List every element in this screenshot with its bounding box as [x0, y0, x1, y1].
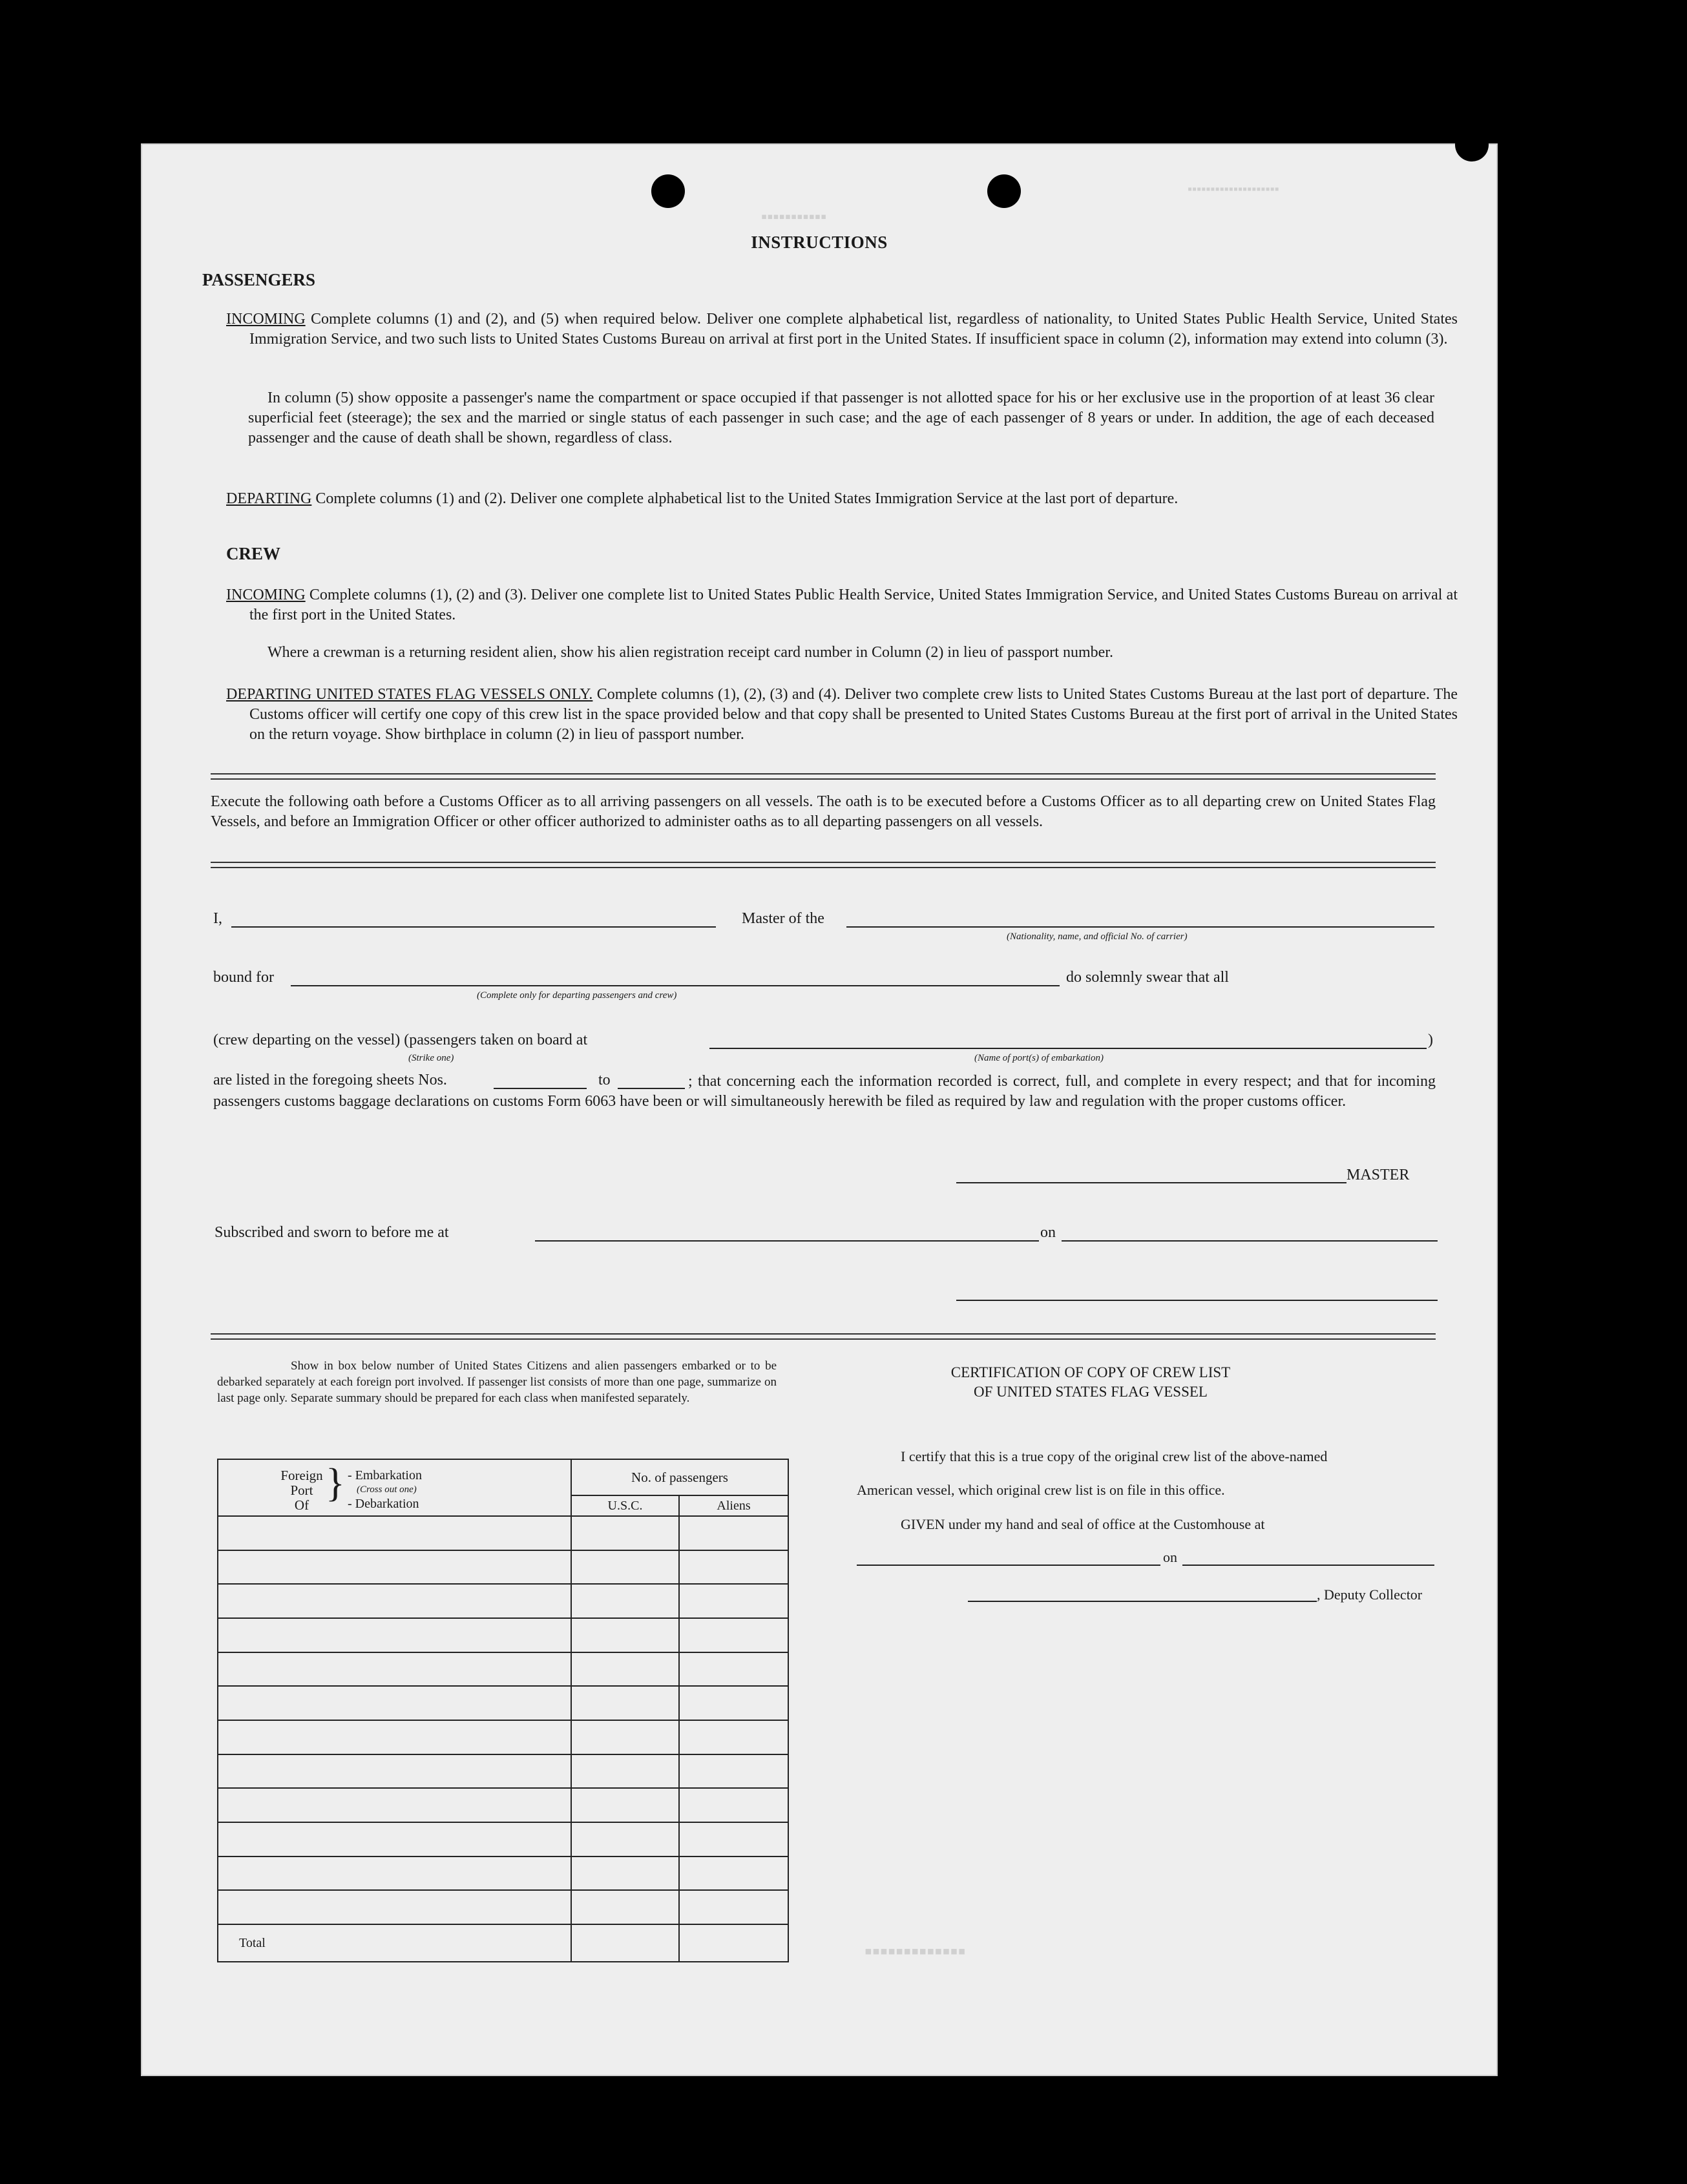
table-row: [218, 1686, 788, 1720]
usc-cell[interactable]: [571, 1584, 679, 1618]
table-row: [218, 1890, 788, 1924]
aliens-cell[interactable]: [679, 1856, 788, 1891]
cert-on-label: on: [1163, 1549, 1177, 1565]
aliens-cell[interactable]: [679, 1754, 788, 1789]
certify-text: I certify that this is a true copy of the original crew list of the above-named: [901, 1448, 1328, 1464]
total-label: Total: [218, 1924, 571, 1962]
oath-intro: Execute the following oath before a Customs Officer as to all arriving passengers on all vessels. The oath is to be executed before a Customs Officer as to all departing crew on United States Flag Vessels, and before an Immigration Officer or other officer authorized to administer oaths as to all departing passengers on all vessels.: [211, 793, 1436, 830]
port-cell[interactable]: [218, 1584, 571, 1618]
punch-hole: [987, 174, 1021, 208]
port-cell[interactable]: [218, 1550, 571, 1585]
section-divider: [211, 862, 1436, 868]
master-signature-field[interactable]: [956, 1182, 1346, 1183]
port-cell[interactable]: [218, 1686, 571, 1720]
aliens-cell[interactable]: [679, 1550, 788, 1585]
port-cell[interactable]: [218, 1822, 571, 1856]
document-page: [141, 143, 1498, 2076]
punch-hole: [1455, 128, 1489, 161]
port-note: (Name of port(s) of embarkation): [974, 1053, 1104, 1063]
cert-date-field[interactable]: [1182, 1565, 1434, 1566]
crew-departing-paragraph: [226, 685, 1458, 745]
aliens-cell[interactable]: [679, 1584, 788, 1618]
bleed-through-mark: ▪▪▪▪▪▪▪▪▪▪▪: [761, 207, 827, 226]
close-paren: ): [1428, 1032, 1433, 1048]
american-vessel-text: American vessel, which original crew list is on file in this office.: [857, 1482, 1225, 1498]
carrier-note: (Nationality, name, and official No. of carrier): [1007, 931, 1188, 942]
crew-departing-label-line: (crew departing on the vessel) (passengers taken on board at: [213, 1032, 588, 1048]
passenger-summary-table: [217, 1459, 789, 1962]
usc-cell[interactable]: [571, 1788, 679, 1822]
aliens-cell[interactable]: [679, 1788, 788, 1822]
port-cell[interactable]: [218, 1652, 571, 1687]
strike-one-note: (Strike one): [408, 1053, 454, 1063]
usc-header: U.S.C.: [571, 1495, 679, 1516]
customhouse-field[interactable]: [857, 1565, 1160, 1566]
cross-out-note: (Cross out one): [357, 1484, 417, 1495]
bound-for-note: (Complete only for departing passengers and crew): [477, 990, 677, 1001]
port-cell[interactable]: [218, 1516, 571, 1550]
no-passengers-header: No. of passengers: [571, 1459, 788, 1495]
usc-cell[interactable]: [571, 1550, 679, 1585]
total-row: [218, 1924, 788, 1962]
aliens-cell[interactable]: [679, 1618, 788, 1652]
sworn-place-field[interactable]: [535, 1240, 1039, 1242]
certification-title: [852, 1363, 1330, 1402]
bound-for-field[interactable]: [291, 985, 1060, 986]
aliens-cell[interactable]: [679, 1686, 788, 1720]
aliens-cell[interactable]: [679, 1516, 788, 1550]
crew-incoming-label: INCOMING: [226, 587, 306, 603]
embarkation-port-field[interactable]: [709, 1048, 1427, 1049]
bound-for-label: bound for: [213, 969, 274, 986]
table-row: [218, 1618, 788, 1652]
port-cell[interactable]: [218, 1890, 571, 1924]
table-row: [218, 1584, 788, 1618]
port-label: Port: [290, 1482, 313, 1498]
table-row: [218, 1822, 788, 1856]
crew-departing-label: DEPARTING UNITED STATES FLAG VESSELS ONLY.: [226, 686, 593, 703]
listed-label: are listed in the foregoing sheets Nos.: [213, 1072, 447, 1088]
usc-cell[interactable]: [571, 1856, 679, 1891]
usc-cell[interactable]: [571, 1890, 679, 1924]
to-label: to: [598, 1072, 611, 1088]
subscribed-label: Subscribed and sworn to before me at: [215, 1224, 449, 1241]
listed-paragraph: ; that concerning each the information recorded is correct, full, and complete in every respect; and that for incoming passengers customs baggage declarations on customs Form 6063 have been or will simultaneously herewith be filed as required by law and regulation with the proper customs officer.: [213, 1073, 1436, 1110]
usc-cell[interactable]: [571, 1754, 679, 1789]
deputy-signature-field[interactable]: [968, 1601, 1317, 1602]
deputy-collector-label: , Deputy Collector: [1317, 1586, 1423, 1603]
table-row: [218, 1788, 788, 1822]
given-text: GIVEN under my hand and seal of office at the Customhouse at: [901, 1516, 1265, 1532]
punch-hole: [651, 174, 685, 208]
table-row: [218, 1856, 788, 1891]
passengers-incoming-paragraph: [226, 309, 1458, 349]
port-cell[interactable]: [218, 1788, 571, 1822]
table-row: [218, 1550, 788, 1585]
incoming-text: Complete columns (1) and (2), and (5) when required below. Deliver one complete alphabetical list, regardless of nationality, to United States Public Health Service, United States Immigration Service, and two such lists to United States Customs Bureau on arrival at first port in the United States. If insufficient space in column (2), information may extend into column (3).: [249, 311, 1458, 348]
departing-label: DEPARTING: [226, 490, 312, 507]
table-row: [218, 1652, 788, 1687]
crew-incoming-paragraph: [226, 585, 1458, 625]
port-cell[interactable]: [218, 1618, 571, 1652]
brace-icon: }: [326, 1461, 345, 1505]
total-usc-cell[interactable]: [571, 1924, 679, 1962]
crew-heading: CREW: [226, 544, 281, 563]
usc-cell[interactable]: [571, 1822, 679, 1856]
passengers-departing-paragraph: [226, 489, 1458, 509]
port-cell[interactable]: [218, 1720, 571, 1754]
swear-label: do solemnly swear that all: [1066, 969, 1229, 986]
certification-title-line1: CERTIFICATION OF COPY OF CREW LIST: [950, 1364, 1231, 1380]
table-row: [218, 1720, 788, 1754]
carrier-field[interactable]: [846, 926, 1434, 928]
bleed-through-mark: ▪▪▪▪▪▪▪▪▪▪▪▪▪: [864, 1939, 966, 1964]
aliens-cell[interactable]: [679, 1890, 788, 1924]
incoming-label: INCOMING: [226, 311, 306, 328]
departing-text: Complete columns (1) and (2). Deliver one complete alphabetical list to the United States Immigration Service at the last port of departure.: [315, 490, 1179, 507]
port-cell[interactable]: [218, 1856, 571, 1891]
usc-cell[interactable]: [571, 1618, 679, 1652]
section-divider: [211, 773, 1436, 780]
aliens-header: Aliens: [679, 1495, 788, 1516]
returning-alien-paragraph: Where a crewman is a returning resident alien, show his alien registration receipt card number in Column (2) in lieu of passport number.: [267, 644, 1113, 661]
total-aliens-cell[interactable]: [679, 1924, 788, 1962]
crew-departing-text: Complete columns (1), (2), (3) and (4). Deliver two complete crew lists to United States Customs Bureau at the last port of departure. The Customs officer will certify one copy of this crew list in the space provided below and that copy shall be presented to United States Customs Bureau at the first port of arrival in the United States on the return voyage. Show birthplace in column (2) in lieu of passport number.: [249, 686, 1458, 743]
summary-note: Show in box below number of United States Citizens and alien passengers embarked or to be debarked separately at each foreign port involved. If passenger list consists of more than one page, summarize on last page only. Separate summary should be prepared for each class when manifested separately.: [217, 1359, 777, 1405]
column5-paragraph: In column (5) show opposite a passenger's name the compartment or space occupied if that passenger is not allotted space for his or her exclusive use in the proportion of at least 36 clear superficial feet (steerage); the sex and the married or single status of each passenger in such case; and the age of each passenger of 8 years or under. In addition, the age of each deceased passenger and the cause of death shall be shown, regardless of class.: [248, 390, 1434, 446]
aliens-cell[interactable]: [679, 1720, 788, 1754]
aliens-cell[interactable]: [679, 1822, 788, 1856]
usc-cell[interactable]: [571, 1720, 679, 1754]
foreign-port-header: [218, 1459, 571, 1516]
table-row: [218, 1516, 788, 1550]
certification-title-line2: OF UNITED STATES FLAG VESSEL: [974, 1384, 1208, 1400]
master-label: MASTER: [1346, 1167, 1410, 1183]
instructions-title: INSTRUCTIONS: [751, 233, 888, 252]
usc-cell[interactable]: [571, 1516, 679, 1550]
sworn-on-label: on: [1040, 1224, 1056, 1241]
embarkation-label: - Embarkation: [348, 1468, 422, 1482]
officer-signature-field[interactable]: [956, 1300, 1438, 1301]
table-row: [218, 1754, 788, 1789]
passengers-heading: PASSENGERS: [202, 270, 316, 289]
usc-cell[interactable]: [571, 1686, 679, 1720]
of-label: Of: [294, 1497, 309, 1513]
master-of-label: Master of the: [742, 910, 824, 927]
sworn-date-field[interactable]: [1062, 1240, 1438, 1242]
oath-i-label: I,: [213, 910, 222, 927]
foreign-label: Foreign: [280, 1468, 323, 1483]
section-divider: [211, 1333, 1436, 1340]
debarkation-label: - Debarkation: [348, 1497, 419, 1511]
crew-incoming-text: Complete columns (1), (2) and (3). Deliver one complete list to United States Public Health Service, United States Immigration Service, and United States Customs Bureau on arrival at the first port in the United States.: [249, 587, 1458, 623]
usc-cell[interactable]: [571, 1652, 679, 1687]
bleed-through-mark: ▪▪▪▪▪▪▪▪▪▪▪▪▪▪▪▪▪▪▪▪: [1188, 182, 1279, 196]
port-cell[interactable]: [218, 1754, 571, 1789]
master-name-field[interactable]: [231, 926, 716, 928]
aliens-cell[interactable]: [679, 1652, 788, 1687]
